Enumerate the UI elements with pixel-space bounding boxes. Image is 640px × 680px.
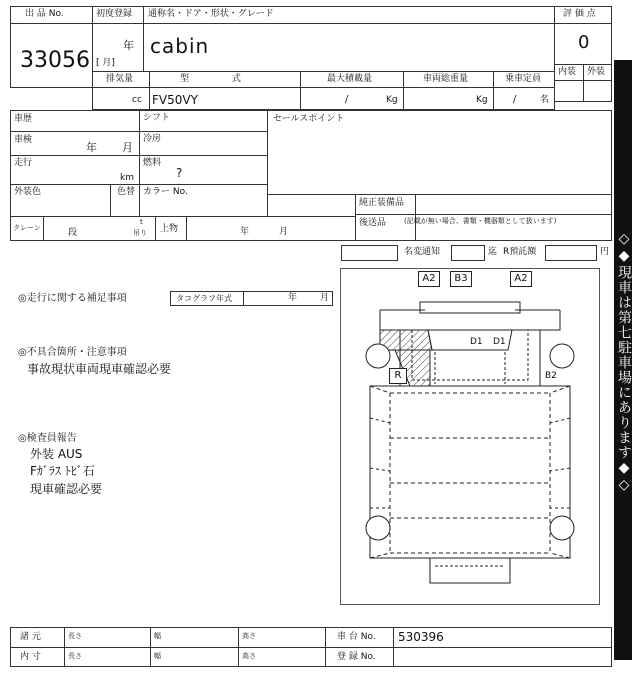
hyoka-label: 評 価 点 (563, 9, 596, 19)
katashiki-label: 型 式 (180, 74, 261, 84)
divider (139, 110, 140, 217)
shaken-month: 月 (122, 141, 133, 154)
damage-mark-a2-right: A2 (510, 271, 532, 287)
color-no-label: カラー No. (143, 187, 188, 197)
nenryo-label: 燃料 (143, 158, 162, 168)
shaken-year: 年 (86, 141, 97, 154)
tsusho-label: 通称名・ドア・形状・グレード (148, 9, 274, 19)
junsei-label: 純正装備品 (359, 198, 405, 208)
cc-label: cc (132, 95, 142, 105)
hoso-heading: ◎走行に関する補足事項 (18, 293, 127, 304)
divider (155, 216, 156, 241)
divider (10, 131, 268, 132)
fugu-text: 事故現状車両現車確認必要 (27, 362, 172, 376)
tacho-month: 月 (320, 293, 330, 303)
dan-label: 段 (68, 228, 78, 238)
naiso-label: 内装 (558, 67, 577, 77)
km-label: km (120, 173, 134, 183)
taka-1: 高さ (242, 632, 256, 640)
divider (583, 64, 584, 102)
yen-label: 円 (600, 247, 610, 257)
meihen-blank (341, 245, 398, 261)
taka-2: 高さ (242, 652, 256, 660)
max-load-label: 最大積載量 (327, 74, 373, 84)
shodo-month-label: [ 月] (96, 58, 115, 68)
crane-label: クレーン (13, 224, 41, 232)
vehicle-name: cabin (150, 34, 210, 58)
katashiki-value: FV50VY (152, 93, 198, 107)
damage-mark-d1-a: D1 (470, 337, 483, 347)
damage-mark-b3: B3 (450, 271, 472, 287)
damage-mark-d1-b: D1 (493, 337, 506, 347)
iroken-label: 色替 (117, 187, 136, 197)
joubutsu-label: 上物 (160, 224, 179, 234)
crane-row (10, 216, 356, 241)
divider (10, 184, 268, 185)
soko-label: 走行 (14, 158, 33, 168)
naga-2: 長さ (68, 652, 82, 660)
kosohin-note: (記載が無い場合、書類・機器類として扱います) (404, 217, 557, 225)
kosohin-label: 後送品 (359, 218, 387, 228)
capacity-value: / (513, 94, 517, 105)
divider (243, 291, 244, 306)
kensa-line-3: 現車確認必要 (30, 482, 103, 496)
total-weight-label: 車両総重量 (423, 74, 469, 84)
naino-label: 内 寸 (20, 652, 41, 662)
tsuri-t: t (140, 218, 143, 226)
divider (554, 23, 612, 24)
sales-point-label: セールスポイント (273, 114, 345, 124)
shift-label: シフト (143, 113, 171, 123)
divider (325, 627, 326, 667)
shadai-label: 車 台 No. (337, 632, 376, 642)
damage-mark-a2-left: A2 (418, 271, 440, 287)
tacho-year: 年 (288, 293, 298, 303)
divider (43, 216, 44, 241)
kg-1: Kg (386, 95, 398, 105)
meihen-label: 名変通知 (404, 247, 441, 257)
mei-label: 名 (540, 95, 550, 105)
fugu-heading: ◎不具合箇所・注意事項 (18, 347, 127, 358)
tachograph-label: タコグラフ年式 (176, 294, 232, 303)
shodo-label: 初度登録 (96, 9, 133, 19)
haikiryo-label: 排気量 (106, 74, 134, 84)
divider (493, 71, 494, 110)
parking-notice-banner: ◇◆現車は第七駐車場にあります◆◇ (614, 60, 632, 660)
shareki-label: 車歴 (14, 114, 33, 124)
kensa-heading: ◎検査員報告 (18, 433, 77, 444)
truck-diagram (340, 268, 600, 605)
shaken-label: 車検 (14, 135, 33, 145)
divider (10, 23, 93, 24)
divider (92, 87, 555, 88)
divider (393, 627, 394, 667)
ryo-label: 迄 (488, 247, 498, 257)
divider (403, 71, 404, 110)
divider (64, 627, 65, 667)
divider (10, 647, 612, 648)
divider (143, 23, 555, 24)
capacity-label: 乗車定員 (505, 74, 542, 84)
max-load-value: / (345, 94, 349, 105)
joubutsu-month: 月 (279, 227, 289, 237)
kensa-line-2: Fｶﾞﾗｽ ﾄﾋﾞ石 (30, 464, 95, 478)
kensa-line-1: 外装 AUS (30, 447, 83, 461)
naga-1: 長さ (68, 632, 82, 640)
divider (92, 23, 144, 24)
gaisoshoku-label: 外装色 (14, 187, 42, 197)
damage-mark-b2: B2 (545, 371, 557, 381)
hyoka-value: 0 (578, 32, 590, 53)
divider (355, 214, 612, 215)
shadai-value: 530396 (398, 630, 444, 644)
damage-mark-r: R (389, 368, 407, 384)
meihen-date (451, 245, 485, 261)
divider (300, 71, 301, 110)
kg-2: Kg (476, 95, 488, 105)
joubutsu-year: 年 (240, 227, 250, 237)
shuppin-no-value: 33056 (20, 48, 90, 73)
shuppin-no-label: 出 品 No. (25, 9, 64, 19)
gaiso-label: 外装 (587, 67, 606, 77)
r-value (545, 245, 597, 261)
divider (149, 71, 150, 110)
haba-1: 幅 (154, 632, 161, 640)
divider (10, 155, 268, 156)
divider (186, 216, 187, 241)
tsuri-label: 吊り (133, 229, 147, 237)
nenryo-value: ? (176, 166, 183, 180)
r-label: R預託額 (503, 247, 537, 257)
haba-2: 幅 (154, 652, 161, 660)
shodo-year-label: 年 (123, 39, 134, 52)
divider (150, 627, 151, 667)
shogen-label: 諸 元 (20, 632, 41, 642)
toroku-label: 登 録 No. (337, 652, 376, 662)
divider (238, 627, 239, 667)
reibo-label: 冷房 (143, 134, 162, 144)
divider (110, 184, 111, 217)
